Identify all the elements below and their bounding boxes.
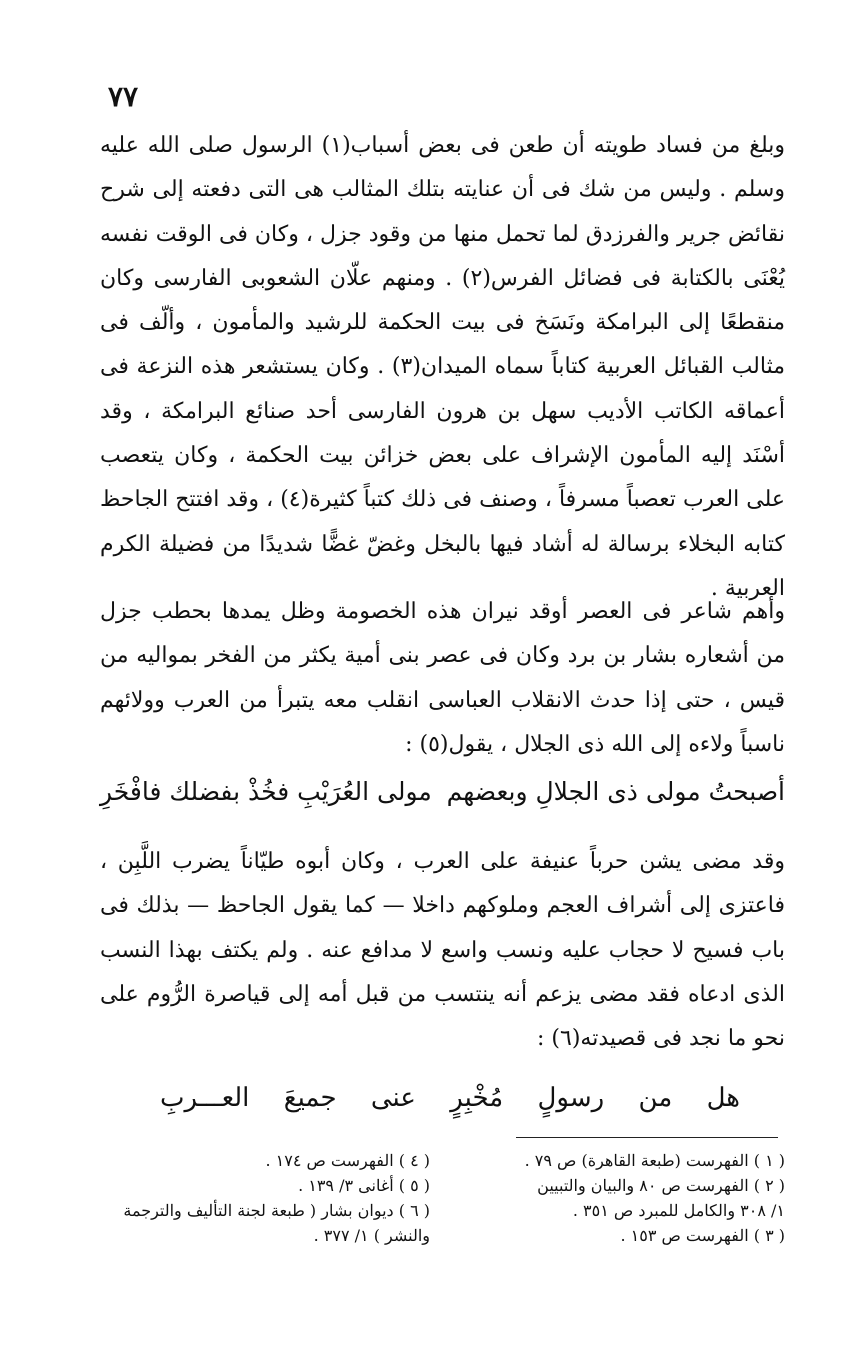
footnote: ( ٣ ) الفهرست ص ١٥٣ .	[620, 1226, 785, 1245]
footnote: والنشر ) ١/ ٣٧٧ .	[313, 1226, 430, 1245]
footnote: ( ٢ ) الفهرست ص ٨٠ والبيان والتبيين	[537, 1176, 785, 1195]
footnotes-left-column	[100, 1148, 430, 1248]
verse-2	[160, 1078, 740, 1118]
footnote: ( ٥ ) أغانى ٣/ ١٣٩ .	[298, 1176, 430, 1195]
paragraph-1	[100, 124, 785, 611]
paragraph-2	[100, 590, 785, 767]
paragraph-text: وبلغ من فساد طويته أن طعن فى بعض أسباب(١) الرسول صلى الله عليه وسلم . وليس من شك فى أن عنايته بتلك المثالب هى التى دفعته إلى شرح نقائض جرير والفرزدق لما تحمل منها من وقود جزل ، وكان فى الوقت نفسه يُعْنَى بالكتابة فى فضائل الفرس(٢) . ومنهم علّان الشعوبى الفارسى وكان منقطعًا إلى البرامكة ونَسَخ فى بيت الحكمة للرشيد والمأمون ، وألّف فى مثالب القبائل العربية كتاباً سماه الميدان(٣) . وكان يستشعر هذه النزعة فى أعماقه الكاتب الأديب سهل بن هرون الفارسى أحد صنائع البرامكة ، وقد أسْنَد إليه المأمون الإشراف على بعض خزائن بيت الحكمة ، وكان يتعصب على العرب تعصباً مسرفاً ، وصنف فى ذلك كتباً كثيرة(٤) ، وقد افتتح الجاحظ كتابه البخلاء برسالة له أشاد فيها بالبخل وغضّ غضًّا شديدًا من فضيلة الكرم العربية .	[100, 133, 786, 601]
verse-1-second-hemistich: مولى العُرَيْبِ فخُذْ بفضلك فافْخَرِ	[100, 777, 432, 806]
footnotes	[100, 1148, 785, 1248]
footnote: ( ٦ ) ديوان بشار ( طبعة لجنة التأليف والترجمة	[123, 1201, 430, 1220]
verse-1	[100, 772, 785, 812]
footnote-divider	[516, 1137, 778, 1138]
verse-2-word: من	[638, 1083, 673, 1113]
verse-1-first-hemistich: أصبحتُ مولى ذى الجلالِ وبعضهم	[446, 777, 785, 806]
paragraph-text: وقد مضى يشن حرباً عنيفة على العرب ، وكان أبوه طيّاناً يضرب اللَّبِن ، فاعتزى إلى أشراف العجم وملوكهم داخلا — كما يقول الجاحظ — بذلك فى باب فسيح لا حجاب عليه ونسب واسع لا مدافع عنه . ولم يكتف بهذا النسب الذى ادعاه فقد مضى يزعم أنه ينتسب من قبل أمه إلى قياصرة الرُّوم على نحو ما نجد فى قصيدته(٦) :	[100, 849, 785, 1052]
paragraph-text: وأهم شاعر فى العصر أوقد نيران هذه الخصومة وظل يمدها بحطب جزل من أشعاره بشار بن برد وكان فى عصر بنى أمية يكثر من الفخر بمواليه من قيس ، حتى إذا حدث الانقلاب العباسى انقلب معه يتبرأ من العرب وولائهم ناسباً ولاءه إلى الله ذى الجلال ، يقول(٥) :	[100, 599, 785, 757]
footnote: ١/ ٣٠٨ والكامل للمبرد ص ٣٥١ .	[572, 1201, 785, 1220]
verse-2-word: جميعَ	[283, 1083, 337, 1113]
page-number: ٧٧	[108, 80, 139, 113]
verse-2-word: العـــربِ	[160, 1083, 250, 1113]
verse-2-word: هل	[706, 1083, 740, 1113]
paragraph-3	[100, 840, 785, 1061]
footnote: ( ١ ) الفهرست (طبعة القاهرة) ص ٧٩ .	[524, 1151, 785, 1170]
verse-2-word: رسولٍ	[537, 1083, 605, 1113]
footnote: ( ٤ ) الفهرست ص ١٧٤ .	[265, 1151, 430, 1170]
verse-2-word: عنى	[370, 1083, 416, 1113]
footnotes-right-column	[455, 1148, 785, 1248]
verse-2-word: مُخْبِرٍ	[450, 1083, 504, 1113]
